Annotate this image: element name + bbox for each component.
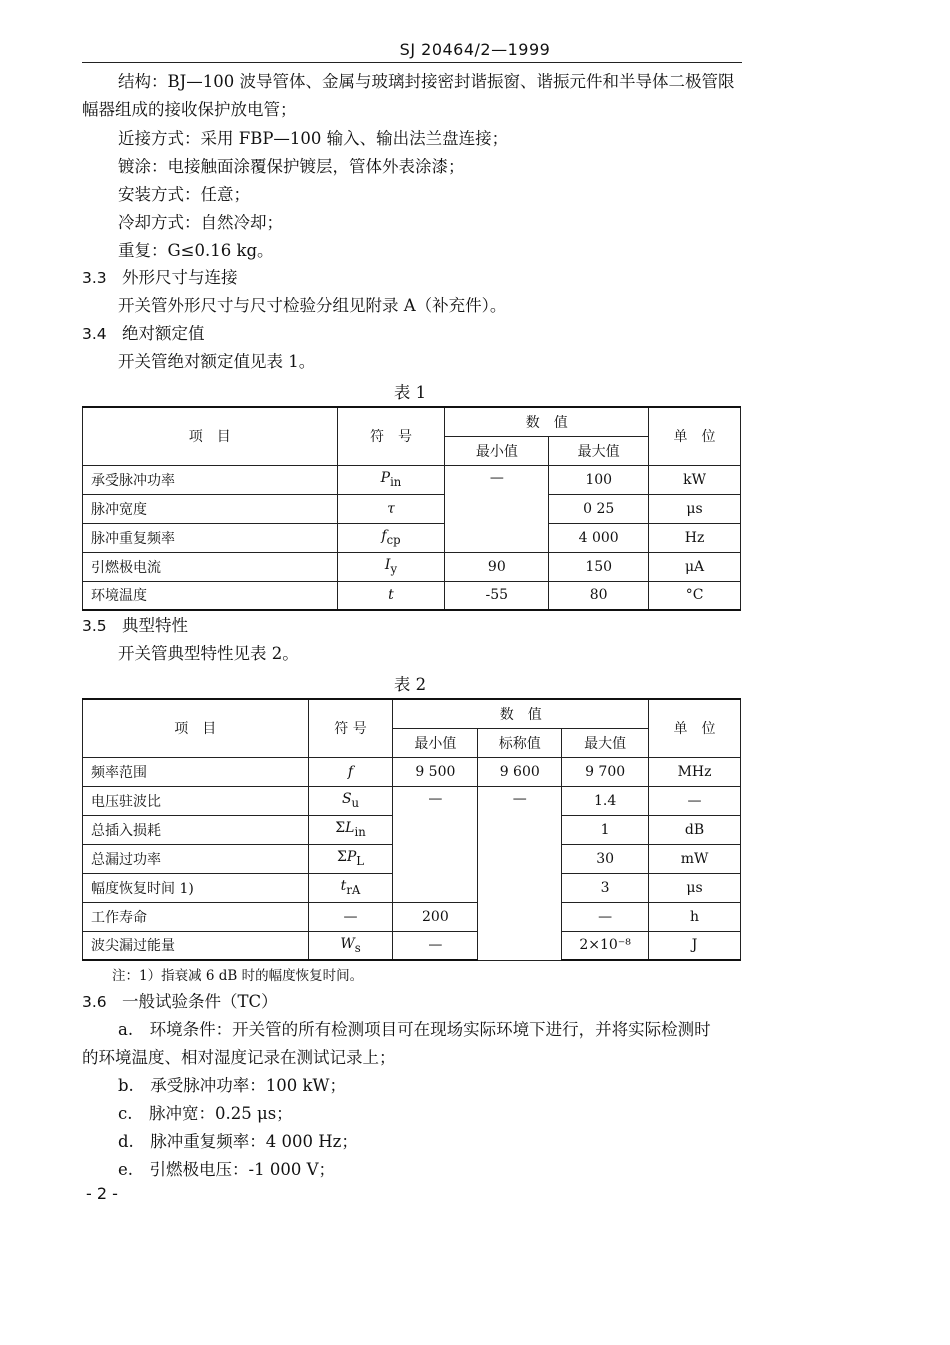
row-item: 幅度恢复时间 1) [83,873,309,902]
table-row [83,581,741,610]
section-3-6-heading [82,992,278,1012]
header-item: 项 目 [83,699,309,757]
row-item: 波尖漏过能量 [83,931,309,960]
row-min: — [445,465,549,552]
tc-e: e. 引燃极电压：-1 000 V； [118,1160,335,1179]
row-unit: — [649,786,741,815]
header-min: 最小值 [445,436,549,465]
section-number: 3.4 [82,325,107,343]
row-min: — [393,931,478,960]
section-3-5-body: 开关管典型特性见表 2。 [118,644,299,663]
row-unit: kW [649,465,741,494]
mounting-line: 安装方式：任意； [118,185,250,204]
row-item: 引燃极电流 [83,552,338,581]
row-unit: MHz [649,757,741,786]
table-row [83,552,741,581]
section-title: 典型特性 [122,616,188,635]
header-nominal: 标称值 [478,728,562,757]
table-row [83,931,741,960]
row-symbol: t [337,581,445,610]
connection-line: 近接方式：采用 FBP—100 输入、输出法兰盘连接； [118,129,509,148]
structure-line-1: 结构：BJ—100 波导管体、金属与玻璃封接密封谐振窗、谐振元件和半导体二极管限 [118,72,735,91]
row-max: 4 000 [549,523,649,552]
row-item: 总漏过功率 [83,844,309,873]
header-unit: 单 位 [649,407,741,465]
table-1 [82,406,741,611]
row-symbol: $t_{rA}$ [308,873,393,902]
row-max: 80 [549,581,649,610]
table-1-caption: 表 1 [393,383,427,402]
table-row [83,786,741,815]
document-code: SJ 20464/2—1999 [399,40,551,59]
section-title: 一般试验条件（TC） [122,992,278,1011]
tc-a-line-1: a. 环境条件：开关管的所有检测项目可在现场实际环境下进行，并将实际检测时 [118,1020,711,1039]
row-symbol: τ [337,494,445,523]
row-unit: μA [649,552,741,581]
row-item: 脉冲宽度 [83,494,338,523]
row-min: — [393,786,478,902]
cooling-line: 冷却方式：自然冷却； [118,213,283,232]
table-row [83,757,741,786]
table-2-caption: 表 2 [393,675,427,694]
row-max: 3 [562,873,649,902]
row-unit: Hz [649,523,741,552]
header-item: 项 目 [83,407,338,465]
header-unit: 单 位 [649,699,741,757]
table-row [83,465,741,494]
header-max: 最大值 [562,728,649,757]
section-title: 绝对额定值 [122,324,205,343]
row-max: 0 25 [549,494,649,523]
header-min: 最小值 [393,728,478,757]
row-unit: J [649,931,741,960]
section-3-4-body: 开关管绝对额定值见表 1。 [118,352,316,371]
row-symbol: $S_u$ [308,786,393,815]
structure-line-2: 幅器组成的接收保护放电管； [82,100,297,119]
row-symbol: $I_y$ [337,552,445,581]
row-unit: μs [649,494,741,523]
header-value: 数 值 [445,407,649,436]
tc-d: d. 脉冲重复频率：4 000 Hz； [118,1132,358,1151]
section-number: 3.3 [82,269,107,287]
page-number: - 2 - [86,1184,118,1203]
row-max: 1.4 [562,786,649,815]
row-max: 9 700 [562,757,649,786]
row-symbol: $W_s$ [308,931,393,960]
row-unit: h [649,902,741,931]
row-symbol: — [308,902,393,931]
row-unit: μs [649,873,741,902]
section-title: 外形尺寸与连接 [122,268,238,287]
table-2 [82,698,741,961]
section-3-3-body: 开关管外形尺寸与尺寸检验分组见附录 A（补充件）。 [118,296,507,315]
row-unit: mW [649,844,741,873]
weight-line: 重复：G≤0.16 kg。 [118,241,274,260]
row-nominal: 9 600 [478,757,562,786]
plating-line: 镀涂：电接触面涂覆保护镀层，管体外表涂漆； [118,157,465,176]
tc-c: c. 脉冲宽：0.25 μs； [118,1104,293,1123]
row-symbol: f [308,757,393,786]
row-item: 总插入损耗 [83,815,309,844]
row-max: 1 [562,815,649,844]
row-max: 30 [562,844,649,873]
section-3-3-heading [82,268,238,288]
row-max: 150 [549,552,649,581]
header-value: 数 值 [393,699,649,728]
row-max: 100 [549,465,649,494]
row-nominal: — [478,786,562,960]
row-max: — [562,902,649,931]
row-symbol: $f_{cp}$ [337,523,445,552]
section-3-5-heading [82,616,188,636]
table-row [83,494,741,523]
table-row [83,902,741,931]
header-symbol: 符 号 [308,699,393,757]
header-rule [82,62,742,63]
row-min: 9 500 [393,757,478,786]
row-unit: °C [649,581,741,610]
tc-b: b. 承受脉冲功率：100 kW； [118,1076,347,1095]
row-min: 200 [393,902,478,931]
row-unit: dB [649,815,741,844]
section-number: 3.5 [82,617,107,635]
row-min: 90 [445,552,549,581]
row-symbol: $\Sigma P_L$ [308,844,393,873]
row-item: 电压驻波比 [83,786,309,815]
row-item: 脉冲重复频率 [83,523,338,552]
section-3-4-heading [82,324,205,344]
row-item: 工作寿命 [83,902,309,931]
table-2-note: 注：1）指衰减 6 dB 时的幅度恢复时间。 [112,968,364,984]
tc-a-line-2: 的环境温度、相对湿度记录在测试记录上； [82,1048,396,1067]
table-row [83,523,741,552]
row-max: 2×10⁻⁸ [562,931,649,960]
section-number: 3.6 [82,993,107,1011]
header-max: 最大值 [549,436,649,465]
row-symbol: $P_{in}$ [337,465,445,494]
row-item: 频率范围 [83,757,309,786]
header-symbol: 符 号 [337,407,445,465]
row-symbol: $\Sigma L_{in}$ [308,815,393,844]
row-item: 承受脉冲功率 [83,465,338,494]
row-min: -55 [445,581,549,610]
row-item: 环境温度 [83,581,338,610]
